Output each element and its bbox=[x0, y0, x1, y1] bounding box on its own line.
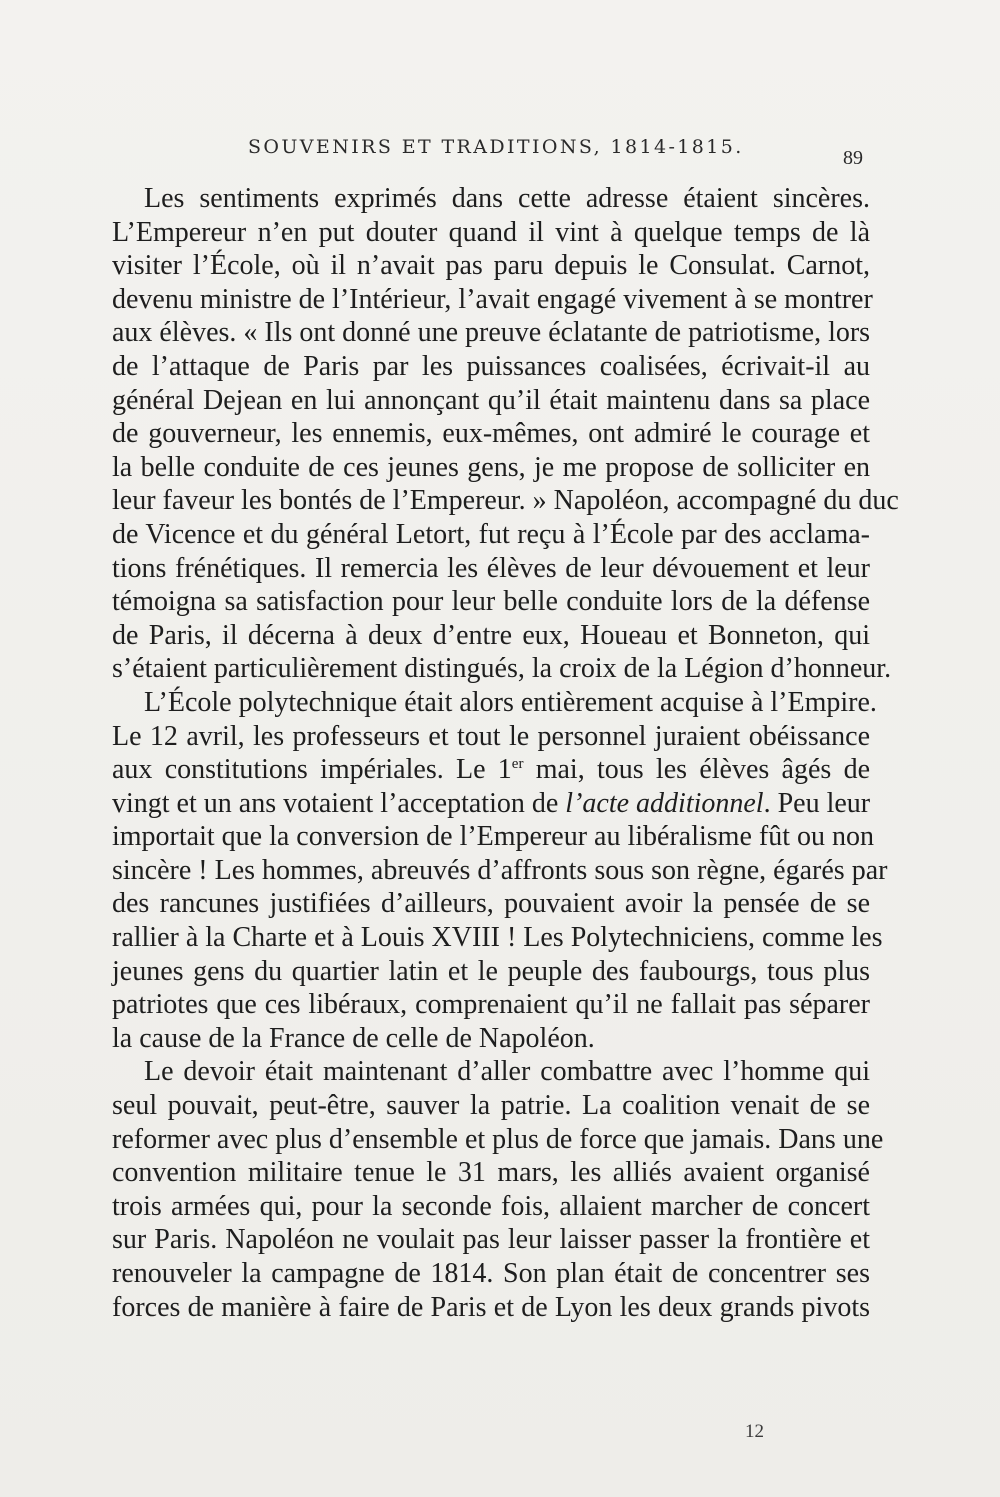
text-line: renouveler la campagne de 1814. Son plan était de concentrer ses bbox=[112, 1258, 870, 1289]
text-line: sur Paris. Napoléon ne voulait pas leur laisser passer la frontière et bbox=[112, 1224, 870, 1256]
text-line: importait que la conversion de l’Empereur au libéralisme fût ou non bbox=[112, 821, 874, 853]
text-line: sincère ! Les hommes, abreuvés d’affronts sous son règne, égarés par bbox=[112, 854, 888, 886]
text-line: aux élèves. « Ils ont donné une preuve éclatante de patriotisme, lors bbox=[112, 317, 871, 349]
text-line bbox=[112, 787, 870, 821]
text-line: général Dejean en lui annonçant qu’il était maintenu dans sa place bbox=[112, 384, 870, 416]
text-line: devenu ministre de l’Intérieur, l’avait engagé vivement à se montrer bbox=[112, 283, 873, 315]
text-fragment: . Peu leur bbox=[763, 787, 871, 819]
text-line: la belle conduite de ces jeunes gens, je me propose de solliciter en bbox=[112, 451, 870, 483]
text-line: convention militaire tenue le 31 mars, les alliés avaient organisé bbox=[112, 1157, 870, 1189]
text-line: L’École polytechnique était alors entièrement acquise à l’Empire. bbox=[144, 686, 877, 718]
body-text bbox=[112, 182, 899, 1324]
text-fragment: aux constitutions impériales. Le 1 bbox=[112, 754, 512, 786]
text-line: Le devoir était maintenant d’aller combattre avec l’homme qui bbox=[144, 1056, 870, 1088]
text-line: de gouverneur, les ennemis, eux-mêmes, ont admiré le courage et bbox=[112, 418, 870, 450]
text-line: des rancunes justifiées d’ailleurs, pouvaient avoir la pensée de se bbox=[112, 888, 870, 920]
text-line: leur faveur les bontés de l’Empereur. » Napoléon, accompagné du duc bbox=[112, 485, 899, 517]
text-line: de l’attaque de Paris par les puissances coalisées, écrivait-il au bbox=[112, 350, 870, 382]
text-line: trois armées qui, pour la seconde fois, allaient marcher de concert bbox=[112, 1190, 870, 1222]
italic-title: l’acte additionnel bbox=[565, 787, 764, 819]
text-line: tions frénétiques. Il remercia les élèves de leur dévouement et leur bbox=[112, 552, 870, 584]
text-line: forces de manière à faire de Paris et de Lyon les deux grands pivots bbox=[112, 1291, 870, 1323]
running-title: SOUVENIRS ET TRADITIONS, 1814-1815. bbox=[248, 136, 744, 158]
text-line: s’étaient particulièrement distingués, la croix de la Légion d’honneur. bbox=[112, 653, 892, 685]
page-number: 89 bbox=[843, 147, 863, 169]
text-line bbox=[112, 753, 870, 787]
text-line: L’Empereur n’en put douter quand il vint à quelque temps de là bbox=[112, 216, 870, 248]
text-line: patriotes que ces libéraux, comprenaient qu’il ne fallait pas séparer bbox=[112, 989, 870, 1021]
text-fragment: mai, tous les élèves âgés de bbox=[523, 754, 870, 786]
ordinal-superscript: er bbox=[511, 756, 524, 773]
text-line: de Vicence et du général Letort, fut reçu à l’École par des acclama- bbox=[112, 518, 870, 550]
text-line: rallier à la Charte et à Louis XVIII ! Les Polytechniciens, comme les bbox=[112, 922, 883, 954]
text-line: de Paris, il décerna à deux d’entre eux, Houeau et Bonneton, qui bbox=[112, 619, 870, 651]
text-line: Le 12 avril, les professeurs et tout le personnel juraient obéissance bbox=[112, 720, 870, 752]
text-line: témoigna sa satisfaction pour leur belle conduite lors de la défense bbox=[112, 586, 870, 618]
text-line: jeunes gens du quartier latin et le peuple des faubourgs, tous plus bbox=[112, 955, 870, 987]
text-line: reformer avec plus d’ensemble et plus de force que jamais. Dans une bbox=[112, 1123, 884, 1155]
signature-mark: 12 bbox=[745, 1421, 764, 1442]
text-line: visiter l’École, où il n’avait pas paru depuis le Consulat. Carnot, bbox=[112, 250, 870, 282]
text-line: la cause de la France de celle de Napoléon. bbox=[112, 1022, 595, 1054]
text-line: seul pouvait, peut-être, sauver la patrie. La coalition venait de se bbox=[112, 1090, 870, 1122]
text-line: Les sentiments exprimés dans cette adresse étaient sincères. bbox=[144, 183, 870, 214]
text-fragment: vingt et un ans votaient l’acceptation de bbox=[112, 787, 566, 819]
